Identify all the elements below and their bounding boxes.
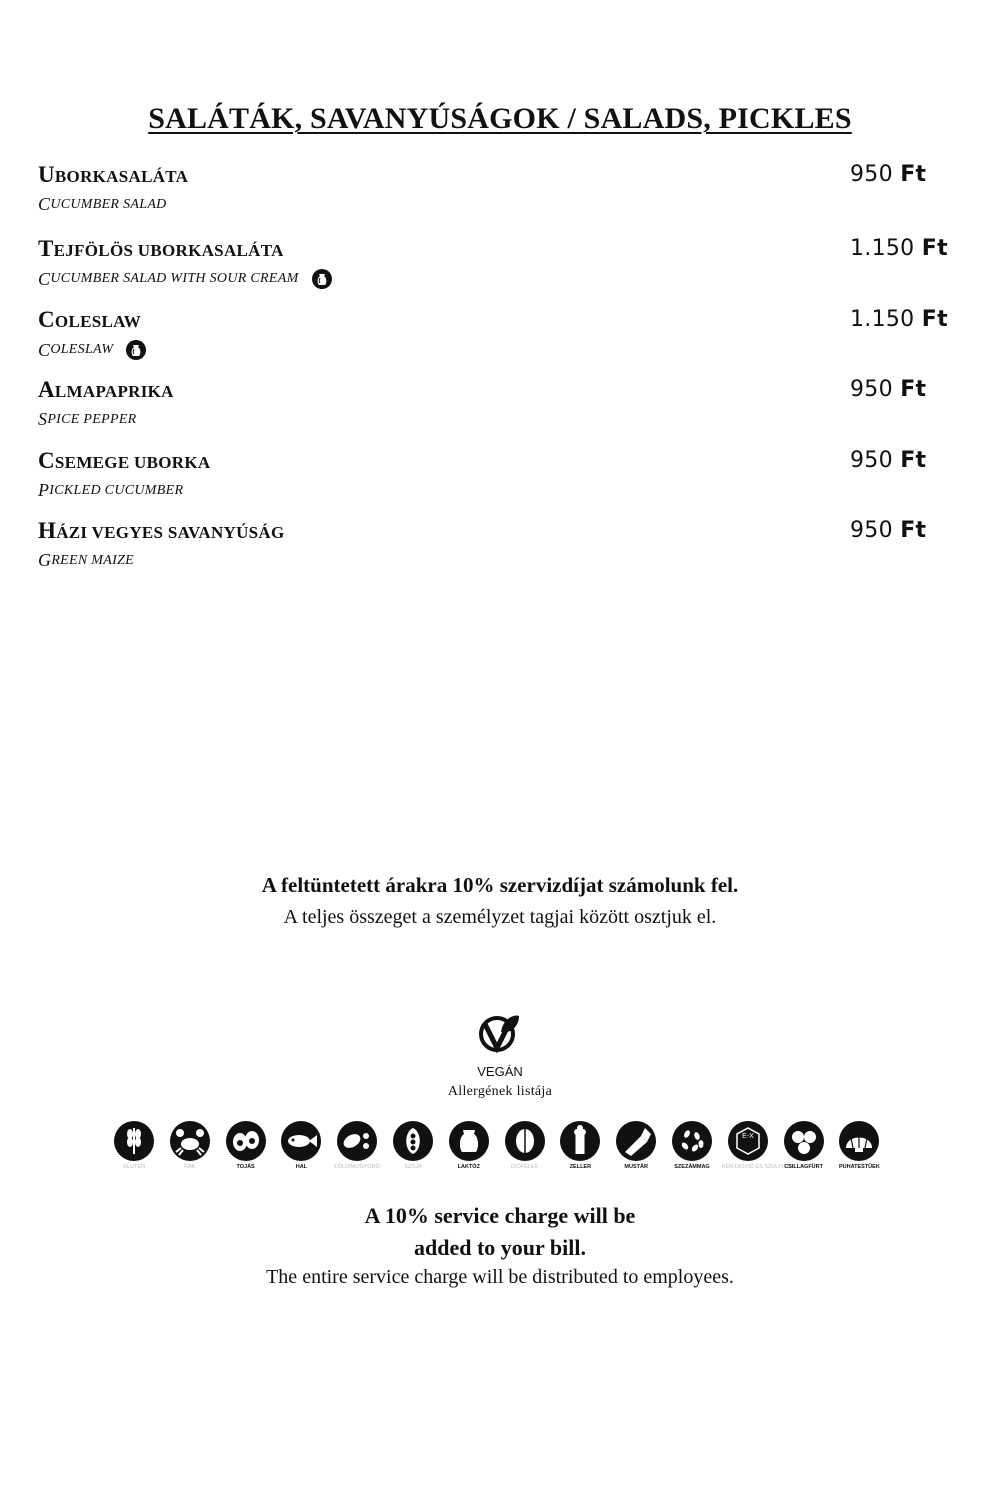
allergen-item: [721, 1120, 795, 1171]
allergen-item: [275, 1120, 327, 1171]
item-name-rest: EJFÖLÖS UBORKASALÁTA: [53, 241, 284, 260]
milk-jug-icon: [443, 1120, 495, 1162]
allergen-item: [331, 1120, 383, 1171]
item-name-rest: SEMEGE UBORKA: [54, 453, 211, 472]
item-translation: [38, 409, 137, 430]
sulfite-icon: [722, 1120, 774, 1162]
vegan-label: VEGÁN: [477, 1064, 523, 1079]
item-translation: [38, 268, 333, 290]
service-note-en-bold: [0, 1200, 1000, 1264]
allergen-item: [666, 1120, 718, 1171]
item-name-rest: ÁZI VEGYES SAVANYÚSÁG: [56, 523, 285, 542]
allergen-label: ZELLER: [569, 1164, 592, 1170]
item-translation-initial: C: [38, 194, 51, 214]
allergen-item: [220, 1120, 272, 1171]
allergen-label: GLUTEN: [122, 1164, 146, 1170]
item-price: [850, 518, 926, 543]
price-currency: Ft: [921, 236, 948, 261]
fish-icon: [275, 1120, 327, 1162]
item-name-initial: H: [38, 518, 57, 543]
service-note-hu: A teljes összeget a személyzet tagjai között osztjuk el.: [283, 906, 717, 928]
menu-item: [38, 448, 958, 510]
item-name: [38, 307, 141, 333]
price-currency: Ft: [921, 307, 948, 332]
item-name: [38, 162, 188, 188]
service-note-en: The entire service charge will be distributed to employees.: [266, 1266, 734, 1288]
allergen-label: KÉN-DIOXID ÉS SZULFITOK: [721, 1164, 795, 1170]
price-value: 950: [850, 377, 893, 402]
shell-icon: [833, 1120, 885, 1162]
item-translation-initial: G: [38, 550, 52, 570]
item-translation-rest: UCUMBER SALAD WITH SOUR CREAM: [50, 271, 299, 286]
service-note-hu-bold: A feltüntetett árakra 10% szervizdíjat számolunk fel.: [261, 873, 739, 897]
milk-jug-icon: [311, 268, 333, 290]
allergen-label: CSILLAGFÜRT: [784, 1164, 823, 1170]
celery-icon: [554, 1120, 606, 1162]
allergen-label: MUSTÁR: [624, 1164, 648, 1170]
item-name-initial: T: [38, 236, 54, 261]
item-translation-rest: REEN MAIZE: [51, 552, 135, 568]
price-currency: Ft: [900, 448, 927, 473]
allergen-item: [554, 1120, 606, 1171]
allergen-item: [108, 1120, 160, 1171]
menu-item: [38, 236, 958, 298]
item-name-initial: U: [38, 162, 55, 187]
allergen-item: [387, 1120, 439, 1171]
item-translation-rest: PICE PEPPER: [47, 411, 137, 427]
allergen-label: LAKTÓZ: [457, 1164, 480, 1170]
allergen-label: SZEZÁMMAG: [674, 1164, 710, 1170]
item-translation-rest: OLESLAW: [50, 342, 114, 357]
item-price: [850, 448, 926, 473]
vegan-logo-icon: [475, 1010, 523, 1058]
allergen-label: RÁK: [184, 1164, 196, 1170]
item-name: [38, 377, 174, 403]
allergen-item: [610, 1120, 662, 1171]
sesame-icon: [666, 1120, 718, 1162]
price-value: 1.150: [850, 307, 915, 332]
service-note-en-bold-line1: A 10% service charge will be: [364, 1203, 636, 1228]
item-name: [38, 448, 210, 474]
item-name: [38, 518, 285, 544]
item-price: [850, 162, 926, 187]
item-translation-initial: S: [38, 409, 48, 429]
allergen-label: FÖLDIMOGYORÓ: [334, 1164, 380, 1170]
price-value: 1.150: [850, 236, 915, 261]
price-value: 950: [850, 162, 893, 187]
item-translation: [38, 194, 167, 215]
item-name: [38, 236, 284, 262]
allergen-list-title: Allergének listája: [447, 1084, 553, 1099]
price-currency: Ft: [900, 518, 927, 543]
eggs-icon: [220, 1120, 272, 1162]
item-translation-initial: C: [38, 268, 51, 289]
mustard-icon: [610, 1120, 662, 1162]
item-price: [850, 236, 948, 261]
page-title: SALÁTÁK, SAVANYÚSÁGOK / SALADS, PICKLES: [148, 102, 852, 135]
allergen-label: PUHATESTŰEK: [838, 1164, 880, 1170]
allergen-item: [833, 1120, 885, 1171]
item-name-rest: BORKASALÁTA: [54, 167, 189, 186]
allergen-icon-row: [108, 1120, 898, 1184]
allergen-label: TOJÁS: [236, 1164, 255, 1170]
peanut-icon: [331, 1120, 383, 1162]
menu-item: [38, 307, 958, 369]
item-price: [850, 307, 948, 332]
allergen-item: [499, 1120, 551, 1171]
price-currency: Ft: [900, 162, 927, 187]
allergen-item: [443, 1120, 495, 1171]
item-name-rest: OLESLAW: [54, 312, 142, 331]
svg-text:E-X: E-X: [741, 1133, 754, 1140]
price-value: 950: [850, 448, 893, 473]
milk-jug-icon: [125, 339, 147, 361]
menu-item: [38, 162, 958, 224]
soy-icon: [387, 1120, 439, 1162]
item-translation: [38, 339, 147, 361]
item-translation-rest: ICKLED CUCUMBER: [49, 482, 184, 498]
walnut-icon: [499, 1120, 551, 1162]
allergen-label: HAL: [295, 1164, 308, 1170]
menu-item: [38, 377, 958, 439]
price-value: 950: [850, 518, 893, 543]
price-currency: Ft: [900, 377, 927, 402]
item-translation: [38, 550, 134, 571]
item-translation-rest: UCUMBER SALAD: [50, 196, 167, 212]
item-price: [850, 377, 926, 402]
item-name-initial: C: [38, 448, 55, 473]
item-translation-initial: P: [38, 480, 50, 500]
menu-item: [38, 518, 958, 580]
wheat-icon: [108, 1120, 160, 1162]
item-name-rest: LMAPAPRIKA: [54, 382, 174, 401]
allergen-item: [164, 1120, 216, 1171]
item-name-initial: C: [38, 307, 55, 332]
item-translation: [38, 480, 183, 501]
service-note-en-bold-line2: added to your bill.: [414, 1235, 586, 1260]
item-name-initial: A: [38, 377, 55, 402]
item-translation-initial: C: [38, 339, 51, 360]
allergen-item: [778, 1120, 830, 1171]
allergen-label: DIÓFÉLÉK: [510, 1164, 539, 1170]
lupin-icon: [778, 1120, 830, 1162]
allergen-label: SZÓJA: [404, 1164, 422, 1170]
crab-icon: [164, 1120, 216, 1162]
